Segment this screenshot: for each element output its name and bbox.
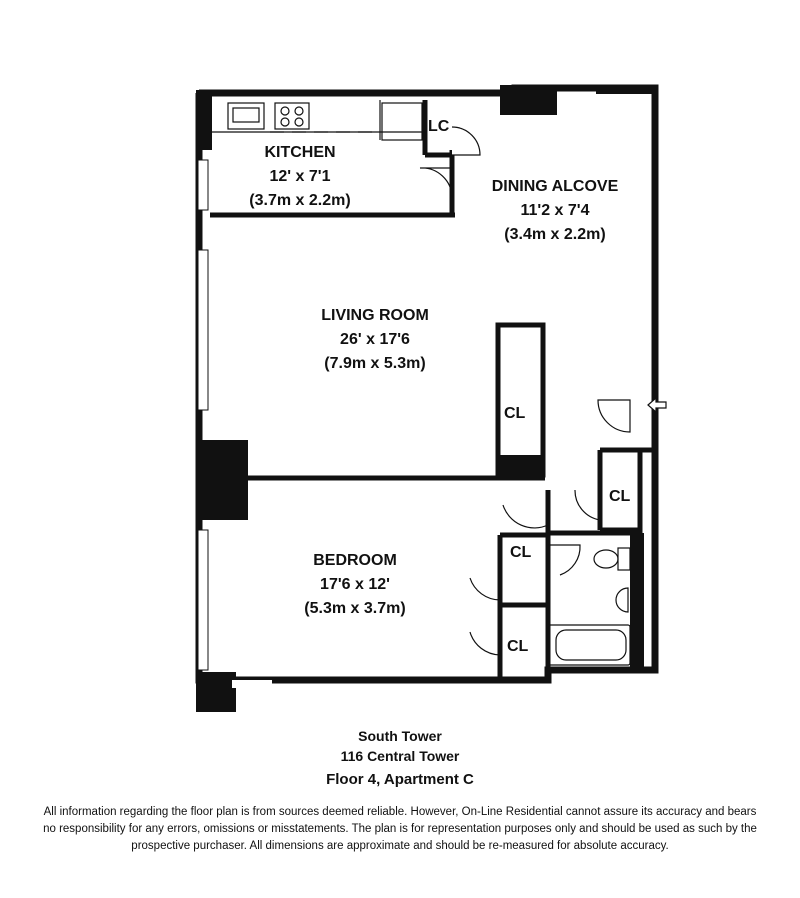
bedroom-dim-m: (5.3m x 3.7m) bbox=[304, 600, 406, 617]
bedroom-label bbox=[270, 549, 440, 621]
dining-label bbox=[470, 175, 640, 247]
living-dim-ft: 26' x 17'6 bbox=[340, 331, 410, 348]
dining-dim-m: (3.4m x 2.2m) bbox=[504, 226, 606, 243]
bathtub-icon bbox=[548, 625, 630, 665]
building-name: South Tower bbox=[358, 728, 442, 744]
plan-caption bbox=[0, 726, 800, 790]
kitchen-name: KITCHEN bbox=[264, 144, 336, 161]
living-label bbox=[290, 304, 460, 376]
kitchen-counter bbox=[212, 100, 425, 140]
dining-dim-ft: 11'2 x 7'4 bbox=[520, 202, 590, 219]
unit-label: Floor 4, Apartment C bbox=[326, 771, 474, 788]
sink-bath-icon bbox=[616, 588, 628, 612]
dining-name: DINING ALCOVE bbox=[491, 178, 619, 195]
stove-icon bbox=[275, 103, 309, 129]
sink-icon bbox=[228, 103, 264, 129]
bedroom-name: BEDROOM bbox=[313, 552, 397, 569]
bedroom-closet-top-label: CL bbox=[510, 544, 532, 561]
bedroom-closet-bottom-label: CL bbox=[507, 638, 529, 655]
kitchen-dim-m: (3.7m x 2.2m) bbox=[249, 192, 351, 209]
kitchen-dim-ft: 12' x 7'1 bbox=[269, 168, 331, 185]
linen-closet-label: LC bbox=[428, 118, 450, 135]
living-closet-label: CL bbox=[504, 405, 526, 422]
toilet-icon bbox=[594, 548, 630, 570]
bedroom-dim-ft: 17'6 x 12' bbox=[320, 576, 390, 593]
building-address: 116 Central Tower bbox=[340, 748, 460, 764]
living-dim-m: (7.9m x 5.3m) bbox=[324, 355, 426, 372]
kitchen-label bbox=[230, 141, 370, 213]
hall-closet-label: CL bbox=[609, 488, 631, 505]
disclaimer-text: All information regarding the floor plan is from sources deemed reliable. However, On-Line Residential cannot assure its accuracy and bears no responsibility for any errors, omissions or misstatements. The plan is for representation purposes only and should be used as such by the prospective purchaser. All dimensions are approximate and should be re-measured for absolute accuracy. bbox=[43, 806, 757, 852]
living-name: LIVING ROOM bbox=[321, 307, 429, 324]
